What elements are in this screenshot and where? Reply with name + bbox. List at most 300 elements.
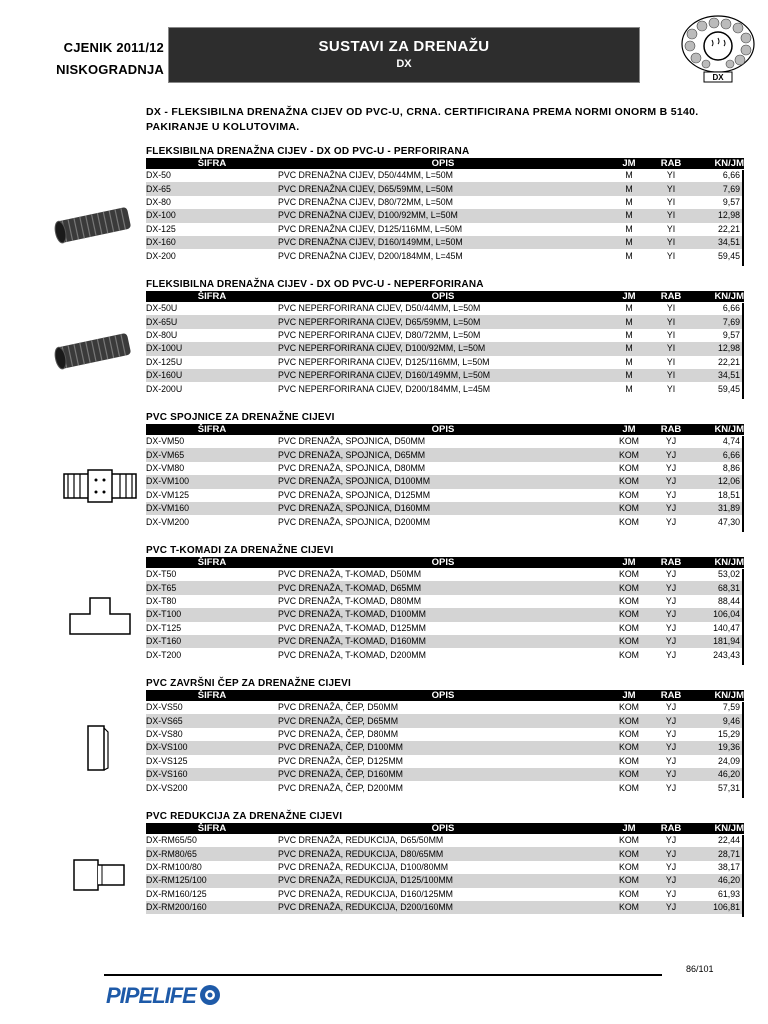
discount-group: YJ [650,608,692,621]
unit: KOM [618,702,640,713]
product-code: DX-200U [146,383,183,394]
column-header-description: OPIS [278,690,608,701]
table-row [146,196,744,209]
table-header-row [146,823,744,834]
section-t-pieces [146,545,744,662]
product-description: PVC DRENAŽNA CIJEV, D160/149MM, L=50M [278,236,608,249]
price: 22,44 [717,835,740,846]
unit: KOM [618,622,640,633]
table-row [146,741,744,754]
unit: KOM [608,714,650,727]
table-row [146,435,744,448]
discount-group: YJ [665,782,677,793]
unit: KOM [608,448,650,461]
section-end-caps [146,678,744,795]
price: 140,47 [713,622,740,633]
column-header-code: ŠIFRA [146,158,278,169]
product-code: DX-VS200 [146,782,188,793]
price: 34,51 [692,369,744,382]
product-description: PVC NEPERFORIRANA CIJEV, D50/44MM, L=50M [278,303,481,314]
section-title: PVC SPOJNICE ZA DRENAŽNE CIJEVI [146,412,335,423]
product-code: DX-T80 [146,595,177,606]
logo-label: DX [712,73,724,82]
product-description: PVC DRENAŽA, ČEP, D80MM [278,728,399,739]
unit: KOM [608,901,650,914]
product-description: PVC DRENAŽA, ČEP, D65MM [278,714,608,727]
drainage-system-icon [678,14,758,84]
product-code: DX-65U [146,315,278,328]
unit: M [625,329,633,340]
coupling-image [60,466,140,511]
discount-group: YJ [665,516,677,527]
column-header-unit: JM [608,823,650,834]
price: 9,57 [722,196,740,207]
product-description: PVC DRENAŽNA CIJEV, D50/44MM, L=50M [278,170,453,181]
table-row [146,728,744,741]
price: 6,66 [722,170,740,181]
product-code: DX-125 [146,223,176,234]
product-code: DX-VM80 [146,462,185,473]
table-row [146,755,744,768]
price-table [146,823,744,914]
price-table [146,158,744,263]
product-code: DX-T100 [146,608,278,621]
table-header-row [146,158,744,169]
intro-text: DX - FLEKSIBILNA DRENAŽNA CIJEV OD PVC-U, CRNA. CERTIFICIRANA PREMA NORMI ONORM B 5140. PAKIRANJE U KOLUTOVIMA. [146,106,699,133]
price-table [146,557,744,662]
table-edge-bar [742,436,744,532]
page-subtitle: DX [396,58,412,70]
unit: KOM [608,741,650,754]
unit: M [608,209,650,222]
discount-group: YJ [650,475,692,488]
discount-group: YJ [665,595,677,606]
product-description: PVC DRENAŽNA CIJEV, D65/59MM, L=50M [278,182,608,195]
unit: M [625,196,633,207]
product-code: DX-VS125 [146,755,188,766]
price: 4,74 [722,436,740,447]
price: 46,20 [692,874,744,887]
price: 53,02 [717,569,740,580]
discount-group: YJ [665,861,677,872]
discount-group: YJ [665,702,677,713]
table-header-row [146,690,744,701]
unit: KOM [618,569,640,580]
product-code: DX-T200 [146,649,182,660]
price: 18,51 [717,489,740,500]
product-description: PVC DRENAŽA, T-KOMAD, D125MM [278,622,426,633]
price: 8,86 [722,462,740,473]
product-code: DX-RM200/160 [146,901,278,914]
table-row [146,714,744,727]
table-row [146,847,744,860]
section-title: PVC T-KOMADI ZA DRENAŽNE CIJEVI [146,545,334,556]
price: 106,81 [692,901,744,914]
table-row [146,701,744,714]
unit: KOM [618,888,640,899]
dx-system-logo [678,14,758,84]
column-header-discount: RAB [650,823,692,834]
brand-logo-text [106,982,196,1010]
product-code: DX-RM80/65 [146,847,278,860]
price: 31,89 [692,502,744,515]
discount-group: YI [666,356,676,367]
product-code: DX-50 [146,170,171,181]
table-edge-bar [742,170,744,266]
column-header-discount: RAB [650,158,692,169]
product-description: PVC DRENAŽA, ČEP, D50MM [278,702,399,713]
product-code: DX-T125 [146,622,182,633]
unit: M [608,342,650,355]
unit: KOM [618,649,640,660]
product-description: PVC DRENAŽA, T-KOMAD, D100MM [278,608,608,621]
product-code: DX-VM200 [146,516,190,527]
discount-group: YI [666,223,676,234]
discount-group: YJ [665,728,677,739]
discount-group: YI [650,182,692,195]
unit: KOM [608,581,650,594]
unit: M [625,356,633,367]
table-row [146,209,744,222]
discount-group: YJ [665,755,677,766]
product-description: PVC NEPERFORIRANA CIJEV, D100/92MM, L=50M [278,342,608,355]
table-row [146,489,744,502]
discount-group: YJ [650,635,692,648]
product-description: PVC NEPERFORIRANA CIJEV, D200/184MM, L=45M [278,383,491,394]
catalog-category: NISKOGRADNJA [56,62,164,77]
product-code: DX-VS160 [146,768,278,781]
price: 6,66 [722,303,740,314]
section-title: PVC REDUKCIJA ZA DRENAŽNE CIJEVI [146,811,343,822]
unit: KOM [618,436,640,447]
unit: KOM [618,516,640,527]
product-code: DX-80U [146,329,178,340]
product-code: DX-VM50 [146,436,185,447]
discount-group: YI [666,303,676,314]
discount-group: YI [650,209,692,222]
product-code: DX-100U [146,342,278,355]
column-header-unit: JM [608,424,650,435]
discount-group: YJ [665,622,677,633]
product-code: DX-125U [146,356,183,367]
price: 88,44 [717,595,740,606]
discount-group: YI [650,369,692,382]
product-code: DX-T65 [146,581,278,594]
product-description: PVC DRENAŽA, SPOJNICA, D100MM [278,475,608,488]
column-header-discount: RAB [650,424,692,435]
table-row [146,781,744,794]
column-header-unit: JM [608,291,650,302]
product-description: PVC DRENAŽA, REDUKCIJA, D125/100MM [278,874,608,887]
product-description: PVC NEPERFORIRANA CIJEV, D65/59MM, L=50M [278,315,608,328]
price: 57,31 [717,782,740,793]
product-code: DX-RM125/100 [146,874,278,887]
section-title: FLEKSIBILNA DRENAŽNA CIJEV - DX OD PVC-U - NEPERFORIRANA [146,279,484,290]
table-row [146,861,744,874]
product-description: PVC DRENAŽNA CIJEV, D125/116MM, L=50M [278,223,463,234]
column-header-price: KN/JM [692,291,744,302]
product-description: PVC NEPERFORIRANA CIJEV, D80/72MM, L=50M [278,329,481,340]
column-header-unit: JM [608,557,650,568]
column-header-discount: RAB [650,291,692,302]
product-description: PVC DRENAŽA, ČEP, D160MM [278,768,608,781]
product-code: DX-80 [146,196,171,207]
perforated-pipe-image [52,200,136,257]
column-header-discount: RAB [650,557,692,568]
price-table [146,291,744,396]
product-code: DX-VS100 [146,741,278,754]
discount-group: YJ [650,768,692,781]
table-row [146,223,744,236]
price: 15,29 [717,728,740,739]
table-row [146,515,744,528]
discount-group: YJ [665,649,677,660]
column-header-code: ŠIFRA [146,557,278,568]
product-description: PVC DRENAŽA, REDUKCIJA, D200/160MM [278,901,608,914]
reducer-image [72,856,130,899]
table-row [146,249,744,262]
price: 12,06 [692,475,744,488]
table-row [146,329,744,342]
section-couplings [146,412,744,529]
price-table [146,424,744,529]
column-header-description: OPIS [278,823,608,834]
discount-group: YJ [665,462,677,473]
unit: KOM [608,768,650,781]
unit: M [608,182,650,195]
product-code: DX-65 [146,182,278,195]
discount-group: YI [666,250,676,261]
product-code: DX-VM125 [146,489,190,500]
catalog-year: CJENIK 2011/12 [63,40,164,55]
column-header-price: KN/JM [692,823,744,834]
table-row [146,768,744,781]
product-description: PVC DRENAŽA, T-KOMAD, D50MM [278,569,422,580]
table-row [146,342,744,355]
column-header-code: ŠIFRA [146,823,278,834]
nonperforated-pipe-image [52,326,136,383]
table-row [146,182,744,195]
product-description: PVC DRENAŽA, ČEP, D125MM [278,755,403,766]
column-header-description: OPIS [278,557,608,568]
product-code: DX-VM160 [146,502,278,515]
table-row [146,315,744,328]
product-code: DX-VM65 [146,448,278,461]
end-cap-image [84,722,110,781]
product-description: PVC DRENAŽA, REDUKCIJA, D100/80MM [278,861,449,872]
table-row [146,369,744,382]
unit: M [625,170,633,181]
brand-name: PIPELIFE [106,983,196,1008]
discount-group: YJ [665,489,677,500]
product-code: DX-50U [146,303,178,314]
price: 59,45 [717,250,740,261]
table-row [146,462,744,475]
table-row [146,608,744,621]
discount-group: YJ [650,448,692,461]
table-header-row [146,291,744,302]
discount-group: YI [666,170,676,181]
table-edge-bar [742,835,744,917]
discount-group: YJ [650,847,692,860]
price: 106,04 [692,608,744,621]
table-row [146,648,744,661]
unit: KOM [608,502,650,515]
product-description: PVC DRENAŽA, SPOJNICA, D50MM [278,436,426,447]
column-header-code: ŠIFRA [146,690,278,701]
unit: M [608,315,650,328]
product-code: DX-160U [146,369,278,382]
column-header-price: KN/JM [692,690,744,701]
discount-group: YJ [650,502,692,515]
product-code: DX-VM100 [146,475,278,488]
column-header-unit: JM [608,158,650,169]
discount-group: YJ [650,581,692,594]
table-row [146,595,744,608]
section-title: PVC ZAVRŠNI ČEP ZA DRENAŽNE CIJEVI [146,678,351,689]
product-description: PVC DRENAŽA, REDUKCIJA, D65/50MM [278,835,444,846]
table-row [146,475,744,488]
price: 12,98 [692,342,744,355]
unit: M [608,236,650,249]
price: 68,31 [692,581,744,594]
discount-group: YI [666,383,676,394]
column-header-price: KN/JM [692,424,744,435]
column-header-description: OPIS [278,158,608,169]
price: 46,20 [692,768,744,781]
product-code: DX-RM100/80 [146,861,202,872]
price: 59,45 [717,383,740,394]
discount-group: YJ [665,835,677,846]
product-code: DX-VS50 [146,702,183,713]
section-nonperforated-pipe [146,279,744,396]
section-perforated-pipe [146,146,744,263]
product-code: DX-VS65 [146,714,278,727]
price: 22,21 [717,223,740,234]
unit: KOM [618,861,640,872]
unit: M [625,250,633,261]
unit: M [625,383,633,394]
column-header-discount: RAB [650,690,692,701]
table-edge-bar [742,702,744,798]
unit: KOM [608,608,650,621]
footer-rule [104,974,662,976]
discount-group: YJ [650,901,692,914]
price: 7,69 [692,315,744,328]
unit: KOM [608,874,650,887]
unit: KOM [618,782,640,793]
product-description: PVC DRENAŽNA CIJEV, D80/72MM, L=50M [278,196,453,207]
price: 181,94 [692,635,744,648]
product-description: PVC DRENAŽA, T-KOMAD, D200MM [278,649,426,660]
product-code: DX-VS80 [146,728,183,739]
discount-group: YI [666,196,676,207]
product-description: PVC DRENAŽA, REDUKCIJA, D80/65MM [278,847,608,860]
table-row [146,581,744,594]
unit: M [625,303,633,314]
product-description: PVC NEPERFORIRANA CIJEV, D125/116MM, L=50M [278,356,490,367]
product-description: PVC DRENAŽA, SPOJNICA, D160MM [278,502,608,515]
unit: M [608,369,650,382]
table-row [146,169,744,182]
discount-group: YJ [665,436,677,447]
discount-group: YJ [650,714,692,727]
product-description: PVC DRENAŽA, T-KOMAD, D65MM [278,581,608,594]
product-code: DX-100 [146,209,278,222]
discount-group: YI [666,329,676,340]
section-reducers [146,811,744,914]
page-title: SUSTAVI ZA DRENAŽU [318,38,490,55]
price: 28,71 [692,847,744,860]
unit: KOM [618,595,640,606]
column-header-code: ŠIFRA [146,291,278,302]
table-row [146,382,744,395]
product-description: PVC DRENAŽNA CIJEV, D100/92MM, L=50M [278,209,608,222]
unit: KOM [608,475,650,488]
table-row [146,635,744,648]
product-description: PVC DRENAŽA, ČEP, D100MM [278,741,608,754]
discount-group: YJ [665,888,677,899]
price: 38,17 [717,861,740,872]
price: 24,09 [717,755,740,766]
table-row [146,888,744,901]
product-description: PVC DRENAŽA, T-KOMAD, D160MM [278,635,608,648]
price: 61,93 [717,888,740,899]
discount-group: YJ [665,569,677,580]
price: 243,43 [713,649,740,660]
product-description: PVC DRENAŽA, SPOJNICA, D125MM [278,489,431,500]
catalog-header [28,37,164,81]
product-code: DX-T50 [146,569,177,580]
page-number: 86/101 [686,964,714,974]
t-piece-image [68,596,132,643]
product-code: DX-RM160/125 [146,888,207,899]
price: 19,36 [692,741,744,754]
discount-group: YJ [650,874,692,887]
product-code: DX-T160 [146,635,278,648]
table-row [146,502,744,515]
table-row [146,448,744,461]
product-code: DX-160 [146,236,278,249]
table-header-row [146,424,744,435]
product-description: PVC DRENAŽA, SPOJNICA, D65MM [278,448,608,461]
column-header-description: OPIS [278,424,608,435]
product-code: DX-200 [146,250,176,261]
unit: KOM [618,489,640,500]
product-description: PVC DRENAŽA, T-KOMAD, D80MM [278,595,422,606]
unit: M [625,223,633,234]
price: 9,46 [692,714,744,727]
product-description: PVC DRENAŽA, SPOJNICA, D80MM [278,462,426,473]
table-row [146,236,744,249]
discount-group: YI [650,315,692,328]
column-header-description: OPIS [278,291,608,302]
price: 6,66 [692,448,744,461]
table-row [146,302,744,315]
unit: KOM [618,728,640,739]
table-header-row [146,557,744,568]
price: 22,21 [717,356,740,367]
table-row [146,622,744,635]
column-header-unit: JM [608,690,650,701]
discount-group: YJ [650,741,692,754]
price: 12,98 [692,209,744,222]
discount-group: YI [650,236,692,249]
product-description: PVC DRENAŽA, REDUKCIJA, D160/125MM [278,888,454,899]
table-row [146,901,744,914]
product-description: PVC DRENAŽA, ČEP, D200MM [278,782,403,793]
unit: KOM [608,847,650,860]
